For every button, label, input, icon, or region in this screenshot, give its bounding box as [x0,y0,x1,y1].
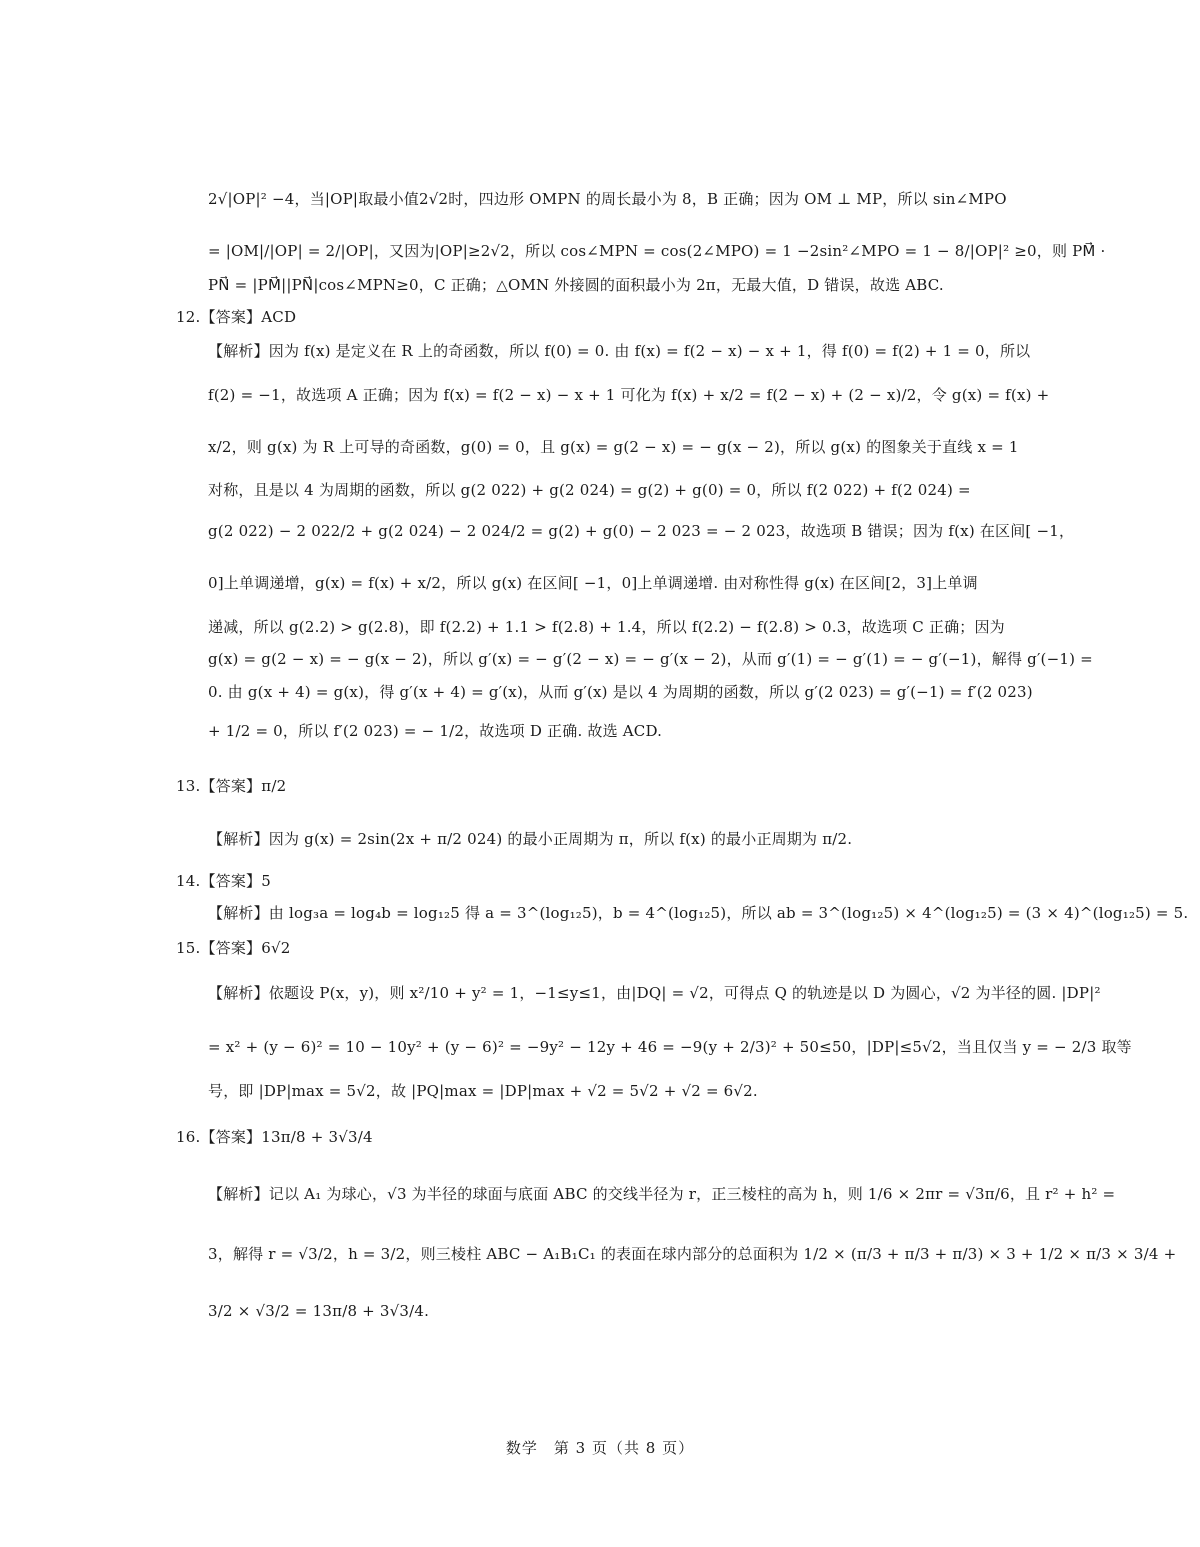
text-line: g(2 022) − 2 022/2 + g(2 024) − 2 024/2 = g(2) + g(0) − 2 023 = − 2 023，故选项 B 错误；因为 f(x) 在区间[ −1， [208,522,1075,540]
text-line: f(2) = −1，故选项 A 正确；因为 f(x) = f(2 − x) − x + 1 可化为 f(x) + x/2 = f(2 − x) + (2 − x)/2，令 g(x) = f(x) + [208,386,1050,404]
text-line: 【解析】因为 f(x) 是定义在 R 上的奇函数，所以 f(0) = 0. 由 f(x) = f(2 − x) − x + 1，得 f(0) = f(2) + 1 = 0，所以 [208,342,1031,360]
answer-heading-16: 16.【答案】13π/8 + 3√3/4 [176,1128,373,1146]
text-line: + 1/2 = 0，所以 f′(2 023) = − 1/2，故选项 D 正确. 故选 ACD. [208,722,663,740]
text-line: PN⃗ = |PM⃗||PN⃗|cos∠MPN≥0，C 正确；△OMN 外接圆的面积最小为 2π，无最大值，D 错误，故选 ABC. [208,276,944,294]
text-line: 0]上单调递增，g(x) = f(x) + x/2，所以 g(x) 在区间[ −1，0]上单调递增. 由对称性得 g(x) 在区间[2，3]上单调 [208,574,978,592]
answer-heading-12: 12.【答案】ACD [176,308,297,326]
text-line: 对称，且是以 4 为周期的函数，所以 g(2 022) + g(2 024) = g(2) + g(0) = 0，所以 f(2 022) + f(2 024) = [208,481,971,499]
answer-heading-14: 14.【答案】5 [176,872,271,890]
text-line: = |OM|/|OP| = 2/|OP|，又因为|OP|≥2√2，所以 cos∠MPN = cos(2∠MPO) = 1 −2sin²∠MPO = 1 − 8/|OP|² ≥0，则 PM⃗ · [208,242,1106,260]
text-line: 3，解得 r = √3/2，h = 3/2，则三棱柱 ABC − A₁B₁C₁ 的表面在球内部分的总面积为 1/2 × (π/3 + π/3 + π/3) × 3 + 1/2 × π/3 × 3/4 + [208,1245,1177,1263]
text-line: 【解析】因为 g(x) = 2sin(2x + π/2 024) 的最小正周期为 π，所以 f(x) 的最小正周期为 π/2. [208,830,853,848]
text-line: 0. 由 g(x + 4) = g(x)，得 g′(x + 4) = g′(x)，从而 g′(x) 是以 4 为周期的函数，所以 g′(2 023) = g′(−1) = f′(2 023) [208,683,1033,701]
text-line: 号，即 |DP|max = 5√2，故 |PQ|max = |DP|max + √2 = 5√2 + √2 = 6√2. [208,1082,758,1100]
text-line: 【解析】由 log₃a = log₄b = log₁₂5 得 a = 3^(log₁₂5)，b = 4^(log₁₂5)，所以 ab = 3^(log₁₂5) × 4^(log₁₂5) = (3 × 4)^(log₁₂5) = 5. [208,904,1189,922]
text-line: g(x) = g(2 − x) = − g(x − 2)，所以 g′(x) = − g′(2 − x) = − g′(x − 2)，从而 g′(1) = − g′(1) = − g′(−1)，解得 g′(−1) = [208,650,1093,668]
page-footer: 数学 第 3 页（共 8 页） [505,1439,695,1457]
text-line: = x² + (y − 6)² = 10 − 10y² + (y − 6)² = −9y² − 12y + 46 = −9(y + 2/3)² + 50≤50，|DP|≤5√2，当且仅当 y = − 2/3 取等 [208,1038,1132,1056]
text-line: 【解析】依题设 P(x，y)，则 x²/10 + y² = 1，−1≤y≤1，由|DQ| = √2，可得点 Q 的轨迹是以 D 为圆心，√2 为半径的圆. |DP|² [208,984,1101,1002]
answer-heading-15: 15.【答案】6√2 [176,939,291,957]
text-line: 递减，所以 g(2.2) > g(2.8)，即 f(2.2) + 1.1 > f(2.8) + 1.4，所以 f(2.2) − f(2.8) > 0.3，故选项 C 正确；因为 [208,618,1005,636]
answer-heading-13: 13.【答案】π/2 [176,777,287,795]
text-line: x/2，则 g(x) 为 R 上可导的奇函数，g(0) = 0，且 g(x) = g(2 − x) = − g(x − 2)，所以 g(x) 的图象关于直线 x = 1 [208,438,1019,456]
text-line: 2√|OP|² −4，当|OP|取最小值2√2时，四边形 OMPN 的周长最小为 8，B 正确；因为 OM ⊥ MP，所以 sin∠MPO [208,190,1007,208]
text-line: 3/2 × √3/2 = 13π/8 + 3√3/4. [208,1302,430,1320]
text-line: 【解析】记以 A₁ 为球心，√3 为半径的球面与底面 ABC 的交线半径为 r，正三棱柱的高为 h，则 1/6 × 2πr = √3π/6，且 r² + h² = [208,1185,1116,1203]
